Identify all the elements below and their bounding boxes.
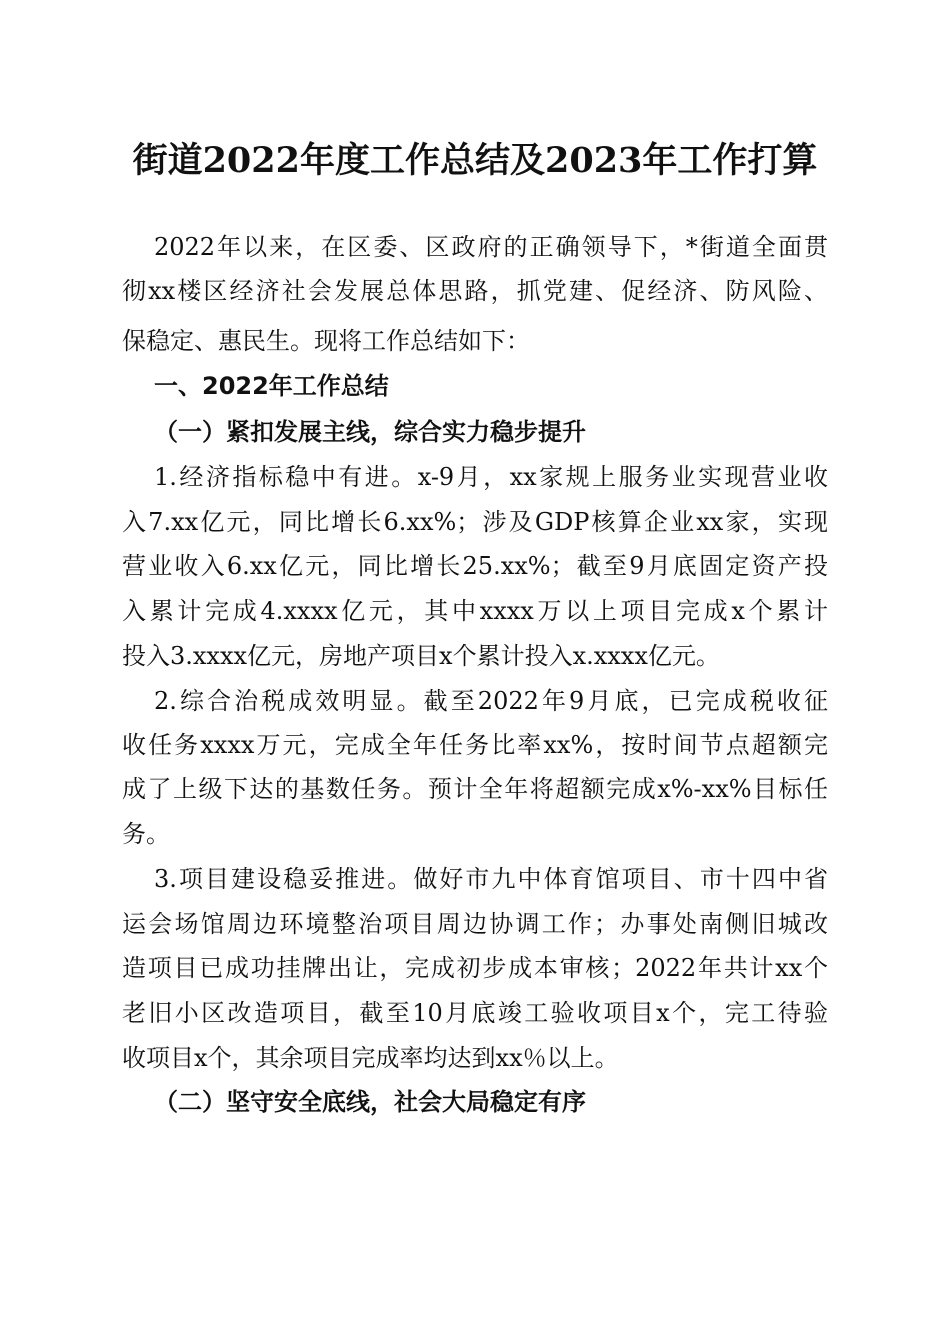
item1-line: 投入3.xxxx亿元，房地产项目x个累计投入x.xxxx亿元。: [122, 642, 720, 670]
item2-line: 2.综合治税成效明显。截至2022年9月底，已完成税收征: [154, 687, 828, 715]
intro-line: 2022年以来，在区委、区政府的正确领导下，*街道全面贯: [154, 233, 828, 261]
item3-line: 老旧小区改造项目，截至10月底竣工验收项目x个，完工待验: [122, 999, 828, 1027]
item3-line: 运会场馆周边环境整治项目周边协调工作；办事处南侧旧城改: [122, 910, 828, 938]
document-title: 街道2022年度工作总结及2023年工作打算: [132, 140, 818, 181]
intro-line: 彻xx楼区经济社会发展总体思路，抓党建、促经济、防风险、: [122, 277, 828, 305]
subsection-heading: （一）紧扣发展主线，综合实力稳步提升: [154, 417, 586, 446]
item2-line: 成了上级下达的基数任务。预计全年将超额完成x%-xx%目标任: [122, 775, 828, 803]
item1-line: 入累计完成4.xxxx亿元，其中xxxx万以上项目完成x个累计: [122, 597, 828, 625]
item1-line: 1.经济指标稳中有进。x-9月，xx家规上服务业实现营业收: [154, 463, 828, 491]
item3-line: 3.项目建设稳妥推进。做好市九中体育馆项目、市十四中省: [154, 865, 828, 893]
section-heading: 一、2022年工作总结: [154, 372, 389, 400]
subsection-heading: （二）坚守安全底线，社会大局稳定有序: [154, 1087, 586, 1116]
item1-line: 营业收入6.xx亿元，同比增长25.xx%；截至9月底固定资产投: [122, 552, 828, 580]
item3-line: 造项目已成功挂牌出让，完成初步成本审核；2022年共计xx个: [122, 954, 828, 982]
item1-line: 入7.xx亿元，同比增长6.xx%；涉及GDP核算企业xx家，实现: [122, 508, 828, 536]
item2-line: 收任务xxxx万元，完成全年任务比率xx%，按时间节点超额完: [122, 731, 828, 759]
item2-line: 务。: [122, 820, 170, 848]
item3-line: 收项目x个，其余项目完成率均达到xx％以上。: [122, 1044, 619, 1072]
intro-line: 保稳定、惠民生。现将工作总结如下：: [122, 327, 530, 355]
